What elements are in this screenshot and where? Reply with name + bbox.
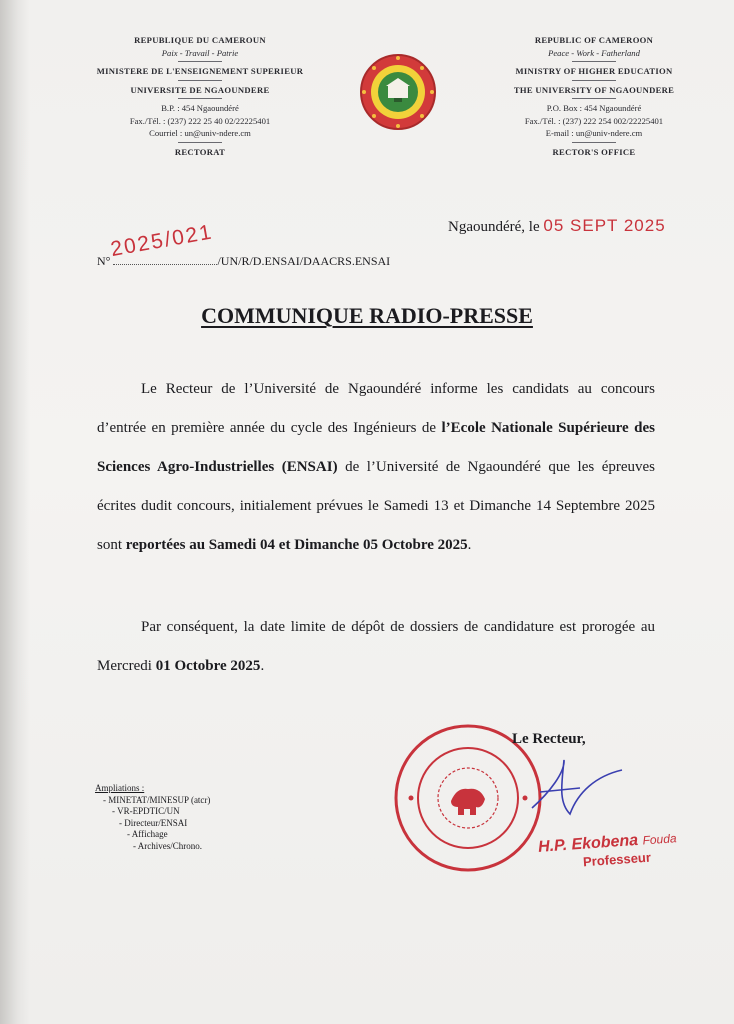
- phone-fr: Fax./Tél. : (237) 222 25 40 02/22225401: [129, 115, 271, 126]
- university-fr: UNIVERSITE DE NGAOUNDERE: [130, 84, 270, 95]
- document-title: [0, 303, 734, 329]
- p1-school-name: l’Ecole Nationale Supérieure des Sciences Agro-Industrielles (ENSAI): [97, 420, 655, 475]
- office-en: RECTOR'S OFFICE: [552, 146, 636, 157]
- signatory-profession: Professeur: [582, 849, 652, 870]
- divider: [572, 61, 616, 62]
- ministry-fr: MINISTERE DE L'ENSEIGNEMENT SUPERIEUR: [96, 66, 304, 76]
- university-en: THE UNIVERSITY OF NGAOUNDERE: [513, 84, 675, 95]
- date-line: [448, 216, 666, 236]
- page-shadow: [0, 0, 30, 1024]
- reference-number: 2025/021: [108, 220, 215, 262]
- p2-deadline: 01 Octobre 2025: [155, 658, 261, 674]
- ampliation-item: - VR-EPDTIC/UN: [112, 806, 180, 817]
- ampliation-item: - Affichage: [127, 829, 168, 840]
- divider: [572, 98, 616, 99]
- country-en: REPUBLIC OF CAMEROON: [534, 35, 654, 45]
- ampliations-heading: Ampliations :: [95, 783, 145, 793]
- ampliation-item: - MINETAT/MINESUP (atcr): [103, 794, 211, 805]
- ampliation-item: - Archives/Chrono.: [133, 840, 202, 851]
- ampliation-item: - Directeur/ENSAI: [119, 817, 188, 828]
- reference-blank: [113, 254, 217, 265]
- signatory-title: Le Recteur,: [512, 731, 586, 747]
- signatory-name-main: H.P. Ekobena: [537, 831, 639, 856]
- date-stamp: 05 SEPT 2025: [543, 216, 666, 235]
- university-logo: [358, 52, 438, 132]
- motto-fr: Paix - Travail - Patrie: [161, 47, 239, 58]
- divider: [178, 98, 222, 99]
- divider: [178, 142, 222, 143]
- p2-text-c: .: [260, 658, 265, 674]
- p1-text-c: de l’Université de Ngaoundéré que les épreuves écrites dudit concours, initialement prévues le Samedi 13 et Dimanche 14 Septembre 2025 sont: [97, 459, 656, 553]
- date-prefix: Ngaoundéré, le: [448, 219, 540, 235]
- office-fr: RECTORAT: [174, 146, 226, 157]
- divider: [178, 80, 222, 81]
- email-en: E-mail : un@univ-ndere.cm: [545, 128, 643, 138]
- divider: [572, 80, 616, 81]
- phone-en: Fax./Tél. : (237) 222 254 002/22225401: [524, 115, 664, 126]
- email-fr: Courriel : un@univ-ndere.cm: [149, 128, 251, 138]
- paragraph-1: [97, 370, 655, 565]
- motto-en: Peace - Work - Fatherland: [548, 47, 640, 58]
- p1-new-dates: reportées au Samedi 04 et Dimanche 05 Octobre 2025: [125, 537, 468, 553]
- p1-text-a: Le Recteur de l’Université de Ngaoundéré informe les candidats au concours d’entrée en première année du cycle des Ingénieurs de: [97, 381, 655, 436]
- country-fr: REPUBLIQUE DU CAMEROUN: [134, 35, 266, 45]
- divider: [572, 142, 616, 143]
- divider: [178, 61, 222, 62]
- paragraph-2: [97, 608, 655, 686]
- postal-fr: B.P. : 454 Ngaoundéré: [161, 103, 239, 113]
- reference-line: [97, 254, 390, 269]
- p2-text-a: Par conséquent, la date limite de dépôt de dossiers de candidature est prorogée au Mercredi: [97, 619, 655, 674]
- reference-suffix: /UN/R/D.ENSAI/DAACRS.ENSAI: [217, 254, 391, 268]
- header-left: [80, 34, 320, 158]
- signatory-name-tail: Fouda: [642, 831, 677, 848]
- header-right: [474, 34, 714, 158]
- p1-text-e: .: [467, 537, 472, 553]
- ampliations: [95, 783, 210, 853]
- signature-scribble: [520, 752, 630, 822]
- title-text: COMMUNIQUE RADIO-PRESSE: [201, 303, 533, 328]
- postal-en: P.O. Box : 454 Ngaoundéré: [546, 103, 642, 113]
- ministry-en: MINISTRY OF HIGHER EDUCATION: [515, 66, 673, 76]
- reference-prefix: N°: [97, 254, 111, 268]
